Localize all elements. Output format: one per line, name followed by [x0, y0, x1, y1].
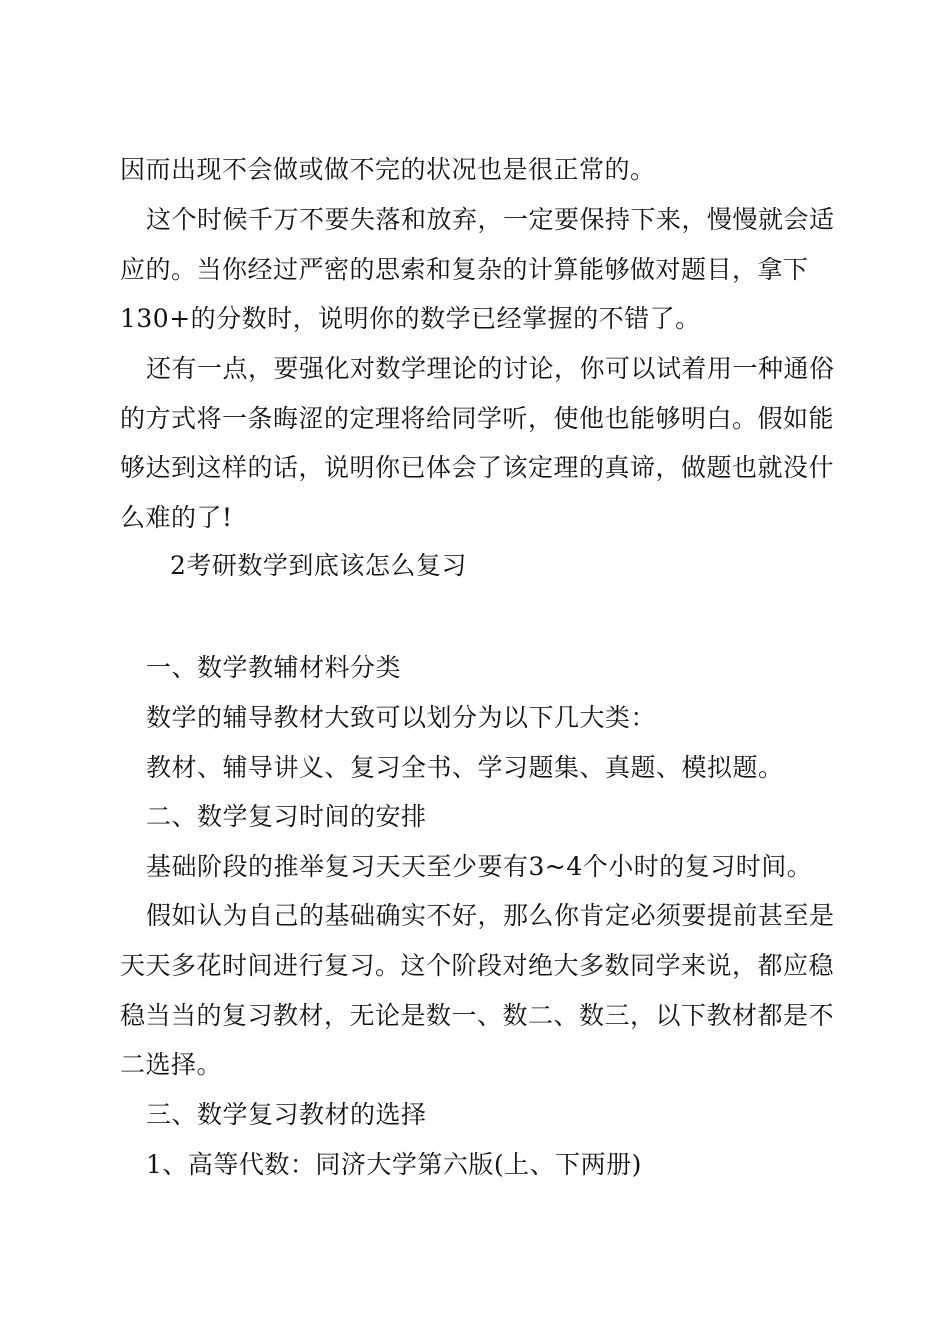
text-line: 二选择。	[120, 1050, 223, 1079]
text-line: 天天多花时间进行复习。这个阶段对绝大多数同学来说，都应稳	[120, 951, 835, 980]
text-line: 稳当当的复习教材，无论是数一、数二、数三，以下教材都是不	[120, 1001, 835, 1030]
section-heading: 三、数学复习教材的选择	[146, 1100, 427, 1129]
text-line: 这个时候千万不要失落和放弃，一定要保持下来，慢慢就会适	[146, 205, 835, 234]
text-line: 因而出现不会做或做不完的状况也是很正常的。	[120, 155, 656, 184]
text-line: 1、高等代数：同济大学第六版(上、下两册)	[146, 1150, 642, 1179]
section-heading: 一、数学教辅材料分类	[146, 653, 402, 682]
text-line: 够达到这样的话，说明你已体会了该定理的真谛，做题也就没什	[120, 453, 835, 482]
text-line: 基础阶段的推举复习天天至少要有3~4个小时的复习时间。	[146, 852, 813, 881]
section-title: 2考研数学到底该怎么复习	[170, 551, 467, 580]
text-line: 么难的了!	[120, 503, 233, 532]
text-line: 130+的分数时，说明你的数学已经掌握的不错了。	[120, 304, 701, 333]
text-line: 数学的辅导教材大致可以划分为以下几大类：	[146, 703, 657, 732]
text-line: 假如认为自己的基础确实不好，那么你肯定必须要提前甚至是	[146, 901, 835, 930]
text-line: 还有一点，要强化对数学理论的讨论，你可以试着用一种通俗	[146, 354, 835, 383]
text-line: 教材、辅导讲义、复习全书、学习题集、真题、模拟题。	[146, 753, 784, 782]
text-line: 应的。当你经过严密的思索和复杂的计算能够做对题目，拿下	[120, 255, 809, 284]
section-heading: 二、数学复习时间的安排	[146, 802, 427, 831]
text-line: 的方式将一条晦涩的定理将给同学听，使他也能够明白。假如能	[120, 404, 835, 433]
